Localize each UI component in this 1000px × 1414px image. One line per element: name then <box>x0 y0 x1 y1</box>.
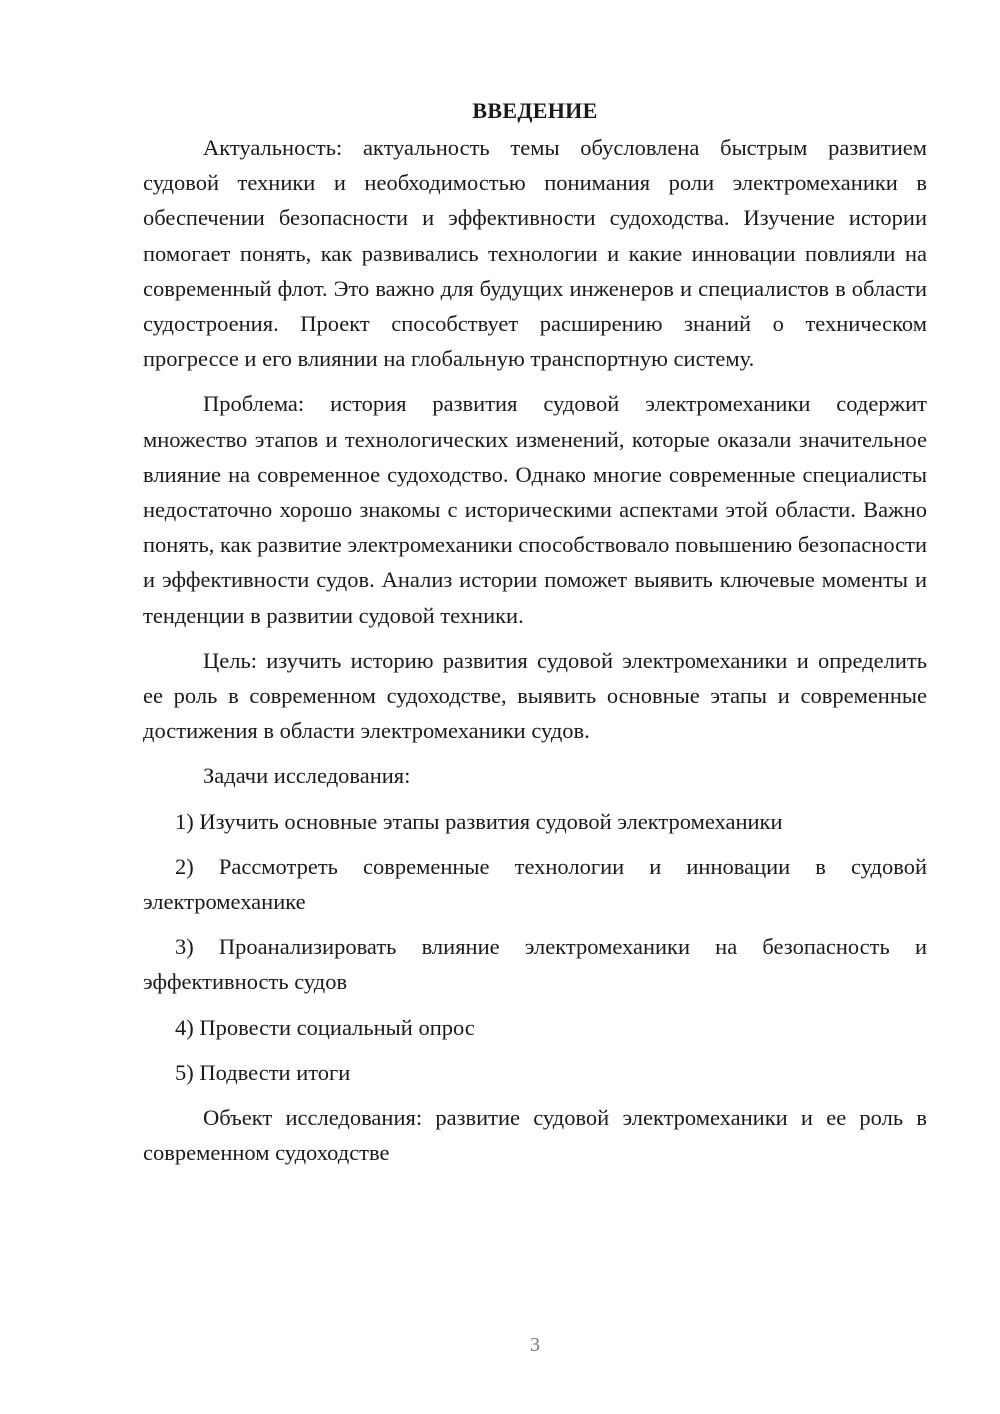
task-item: 3) Проанализировать влияние электромеханики на безопасность и эффективность судов <box>143 934 927 995</box>
document-page <box>143 96 927 1180</box>
tasks-heading: Задачи исследования: <box>203 763 411 789</box>
relevance-paragraph: Актуальность: актуальность темы обусловлена быстрым развитием судовой техники и необходимостью понимания роли электромеханики в обеспечении безопасности и эффективности судоходства. Изучение истории помогает понять, как развивались технологии и какие инновации повлияли на современный флот. Это важно для будущих инженеров и специалистов в области судостроения. Проект способствует расширению знаний о техническом прогрессе и его влиянии на глобальную транспортную систему. <box>143 135 927 372</box>
problem-paragraph: Проблема: история развития судовой электромеханики содержит множество этапов и технологических изменений, которые оказали значительное влияние на современное судоходство. Однако многие современные специалисты недостаточно хорошо знакомы с историческими аспектами этой области. Важно понять, как развитие электромеханики способствовало повышению безопасности и эффективности судов. Анализ истории поможет выявить ключевые моменты и тенденции в развитии судовой техники. <box>143 391 927 628</box>
task-item: 5) Подвести итоги <box>175 1059 351 1085</box>
page-number: 3 <box>530 1334 540 1356</box>
object-paragraph: Объект исследования: развитие судовой электромеханики и ее роль в современном судоходстве <box>143 1105 927 1166</box>
page-title: ВВЕДЕНИЕ <box>472 98 598 123</box>
task-item: 2) Рассмотреть современные технологии и инновации в судовой электромеханике <box>143 853 927 915</box>
task-item: 1) Изучить основные этапы развития судовой электромеханики <box>175 808 783 834</box>
goal-paragraph: Цель: изучить историю развития судовой электромеханики и определить ее роль в современном судоходстве, выявить основные этапы и современные достижения в области электромеханики судов. <box>143 647 927 744</box>
tasks-list <box>143 804 927 1090</box>
task-item: 4) Провести социальный опрос <box>175 1014 475 1040</box>
